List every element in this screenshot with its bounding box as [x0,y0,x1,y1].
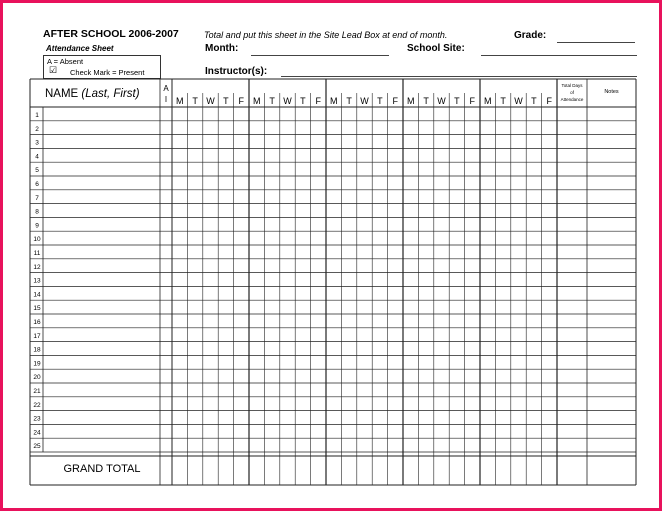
sheet-title: AFTER SCHOOL 2006-2007 [43,28,179,40]
weekday-label: F [315,96,322,106]
row-number: 20 [33,374,41,382]
weekday-label: T [192,96,198,106]
row-number: 2 [35,125,39,133]
row-number: 8 [35,208,39,216]
legend-absent: A = Absent [47,57,84,66]
weekday-label: W [206,96,215,106]
legend-present: Check Mark = Present [70,68,145,77]
weekday-label: F [238,96,245,106]
row-number: 18 [33,346,41,354]
name-header [45,88,140,100]
row-number: 22 [33,401,41,409]
weekday-label: F [392,96,399,106]
month-label: Month: [205,43,239,54]
sheet-subtitle: Attendance Sheet [46,44,114,53]
weekday-label: T [223,96,229,106]
row-number: 9 [35,222,39,230]
row-number: 1 [35,112,39,119]
weekday-label: M [252,96,261,106]
row-number: 6 [35,181,39,188]
instruction-text: Total and put this sheet in the Site Lead Box at end of month. [204,30,448,40]
weekday-label: T [423,96,429,106]
row-number: 25 [33,443,41,451]
row-number: 15 [33,305,41,313]
row-number: 3 [35,139,39,147]
weekday-label: F [469,96,476,106]
total-days-header: Total Days [561,83,583,88]
weekday-label: M [483,96,492,106]
weekday-label: M [406,96,415,106]
ai-header-a: A [163,84,169,93]
ai-header-i: I [164,95,168,104]
weekday-label: M [329,96,338,106]
weekday-label: T [500,96,506,106]
weekday-label: F [546,96,553,106]
notes-header: Notes [604,89,619,95]
row-number: 12 [33,263,41,271]
row-number: 19 [33,360,41,368]
row-number: 4 [35,153,39,161]
name-header-main: NAME [45,88,82,100]
row-number: 10 [33,236,41,244]
weekday-label: T [377,96,383,106]
row-number: 21 [33,388,41,395]
checkbox-check-icon: ☑ [49,65,58,75]
school-site-label: School Site: [407,43,465,54]
row-number: 11 [33,250,41,257]
weekday-label: W [437,96,446,106]
row-number: 5 [35,167,39,175]
row-number: 7 [35,194,39,202]
weekday-label: M [175,96,184,106]
name-header-italic: (Last, First) [81,88,140,100]
row-number: 23 [33,415,41,423]
row-number: 13 [33,277,41,285]
weekday-label: T [531,96,537,106]
weekday-label: T [300,96,306,106]
grade-label: Grade: [514,30,547,41]
weekday-label: W [360,96,369,106]
weekday-label: T [346,96,352,106]
row-number: 17 [33,332,41,340]
instructors-label: Instructor(s): [205,66,268,77]
weekday-label: T [454,96,460,106]
row-number: 16 [33,319,41,326]
weekday-label: T [269,96,275,106]
total-days-header: of [570,90,574,95]
weekday-label: W [514,96,523,106]
row-number: 24 [33,429,41,437]
total-days-header: Attendance [560,97,584,102]
weekday-label: W [283,96,292,106]
grand-total-label: GRAND TOTAL [63,463,141,475]
row-number: 14 [33,291,41,299]
